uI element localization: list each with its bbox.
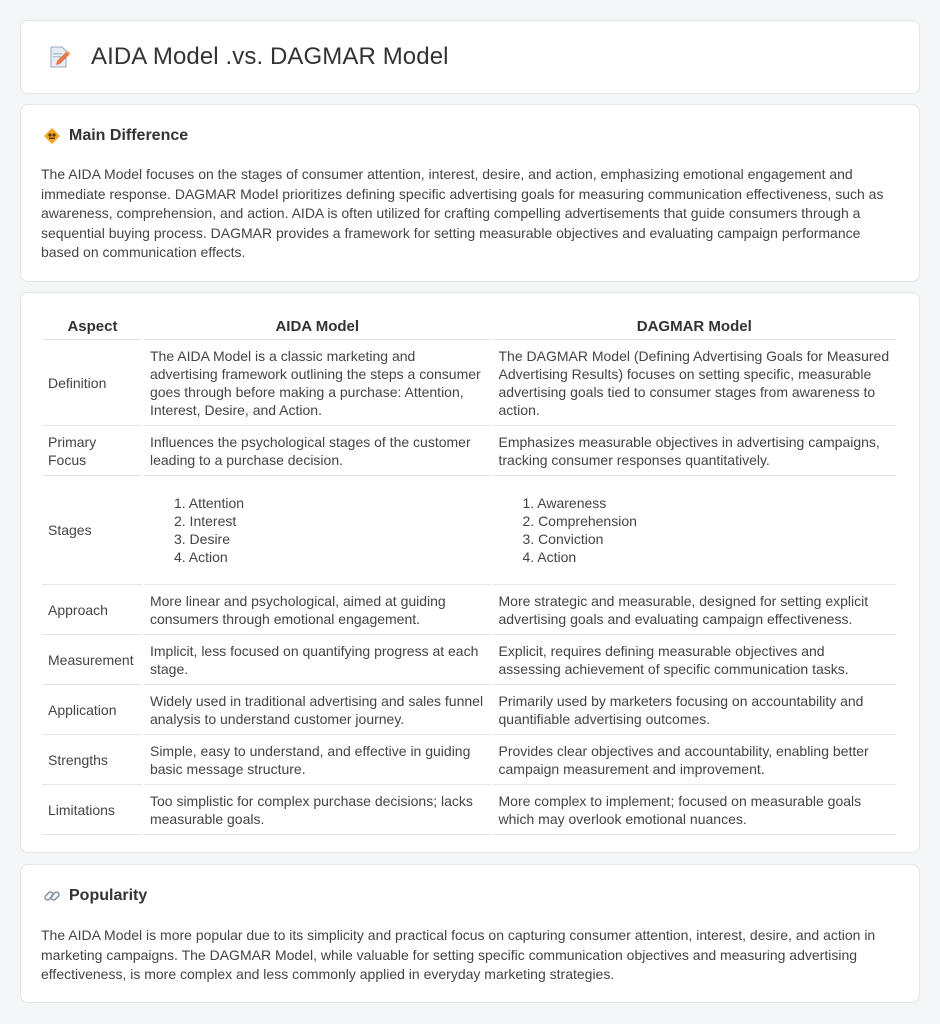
comparison-table xyxy=(42,317,898,835)
aida-cell: The AIDA Model is a classic marketing and advertising framework outlining the steps a consumer goes through before making a purchase: Attention, Interest, Desire, and Action. xyxy=(143,339,492,425)
table-row xyxy=(42,684,897,734)
table-row xyxy=(42,784,897,834)
table-row xyxy=(42,584,897,634)
diamond-sign-icon xyxy=(43,127,61,145)
aspect-cell: Application xyxy=(42,684,143,734)
table-row xyxy=(42,425,897,475)
list-item: 4. Action xyxy=(173,548,228,565)
table-row xyxy=(42,339,897,425)
aspect-cell: Strengths xyxy=(42,734,143,784)
main-difference-text: The AIDA Model focuses on the stages of consumer attention, interest, desire, and action, emphasizing emotional engagement and immediate response. DAGMAR Model prioritizes defining specific advertising goals for measuring communication effectiveness, such as awareness, comprehension, and action. AIDA is often utilized for crafting compelling advertisements that guide consumers through a sequential buying process. DAGMAR provides a framework for setting measurable objectives and evaluating campaign performance based on communication effects. xyxy=(41,166,884,260)
dagmar-cell: The DAGMAR Model (Defining Advertising Goals for Measured Advertising Results) focuses on setting specific, measurable advertising goals tied to consumer stages from awareness to action. xyxy=(492,339,898,425)
table-row xyxy=(42,475,897,584)
aida-stages-cell xyxy=(143,475,492,584)
aspect-cell: Measurement xyxy=(42,634,143,684)
dagmar-cell: Explicit, requires defining measurable objectives and assessing achievement of specific communication tasks. xyxy=(492,634,898,684)
dagmar-cell: More strategic and measurable, designed for setting explicit advertising goals and evaluating campaign effectiveness. xyxy=(492,584,898,634)
comparison-table-card xyxy=(20,292,920,853)
aida-stages-list xyxy=(150,494,485,566)
dagmar-cell: More complex to implement; focused on measurable goals which may overlook emotional nuances. xyxy=(492,784,898,834)
dagmar-cell: Primarily used by marketers focusing on accountability and quantifiable advertising outcomes. xyxy=(492,684,898,734)
popularity-card xyxy=(20,864,920,1003)
list-item: 2. Comprehension xyxy=(522,512,637,529)
aida-cell: Implicit, less focused on quantifying progress at each stage. xyxy=(143,634,492,684)
popularity-heading: Popularity xyxy=(69,887,148,904)
table-row xyxy=(42,734,897,784)
aspect-cell: Limitations xyxy=(42,784,143,834)
aida-cell: Widely used in traditional advertising and sales funnel analysis to understand customer journey. xyxy=(143,684,492,734)
header-dagmar: DAGMAR Model xyxy=(636,318,752,336)
list-item: 4. Action xyxy=(522,548,577,565)
dagmar-stages-cell xyxy=(492,475,898,584)
aida-cell: More linear and psychological, aimed at guiding consumers through emotional engagement. xyxy=(143,584,492,634)
dagmar-cell: Provides clear objectives and accountability, enabling better campaign measurement and improvement. xyxy=(492,734,898,784)
list-item: 1. Attention xyxy=(173,494,245,511)
aida-cell: Simple, easy to understand, and effective in guiding basic message structure. xyxy=(143,734,492,784)
aspect-cell: Primary Focus xyxy=(42,425,143,475)
aida-cell: Too simplistic for complex purchase decisions; lacks measurable goals. xyxy=(143,784,492,834)
popularity-text: The AIDA Model is more popular due to its simplicity and practical focus on capturing consumer attention, interest, desire, and action in marketing campaigns. The DAGMAR Model, while valuable for setting specific communication objectives and measuring advertising effectiveness, is more complex and less commonly applied in everyday marketing strategies. xyxy=(41,927,876,982)
page-title: AIDA Model .vs. DAGMAR Model xyxy=(91,43,449,70)
list-item: 2. Interest xyxy=(173,512,237,529)
header-card xyxy=(20,20,920,94)
aspect-cell: Definition xyxy=(42,339,143,425)
dagmar-cell: Emphasizes measurable objectives in advertising campaigns, tracking consumer responses quantitatively. xyxy=(492,425,898,475)
link-icon xyxy=(43,887,61,905)
list-item: 3. Desire xyxy=(173,530,231,547)
main-difference-card xyxy=(20,104,920,282)
aida-cell: Influences the psychological stages of the customer leading to a purchase decision. xyxy=(143,425,492,475)
list-item: 3. Conviction xyxy=(522,530,604,547)
header-aspect: Aspect xyxy=(67,318,118,336)
table-row xyxy=(42,634,897,684)
aspect-cell: Stages xyxy=(42,475,143,584)
table-header-row xyxy=(42,317,897,339)
main-difference-heading: Main Difference xyxy=(69,127,189,144)
header-aida: AIDA Model xyxy=(275,318,360,336)
aspect-cell: Approach xyxy=(42,584,143,634)
list-item: 1. Awareness xyxy=(522,494,607,511)
document-pencil-icon xyxy=(47,45,71,69)
dagmar-stages-list xyxy=(499,494,891,566)
